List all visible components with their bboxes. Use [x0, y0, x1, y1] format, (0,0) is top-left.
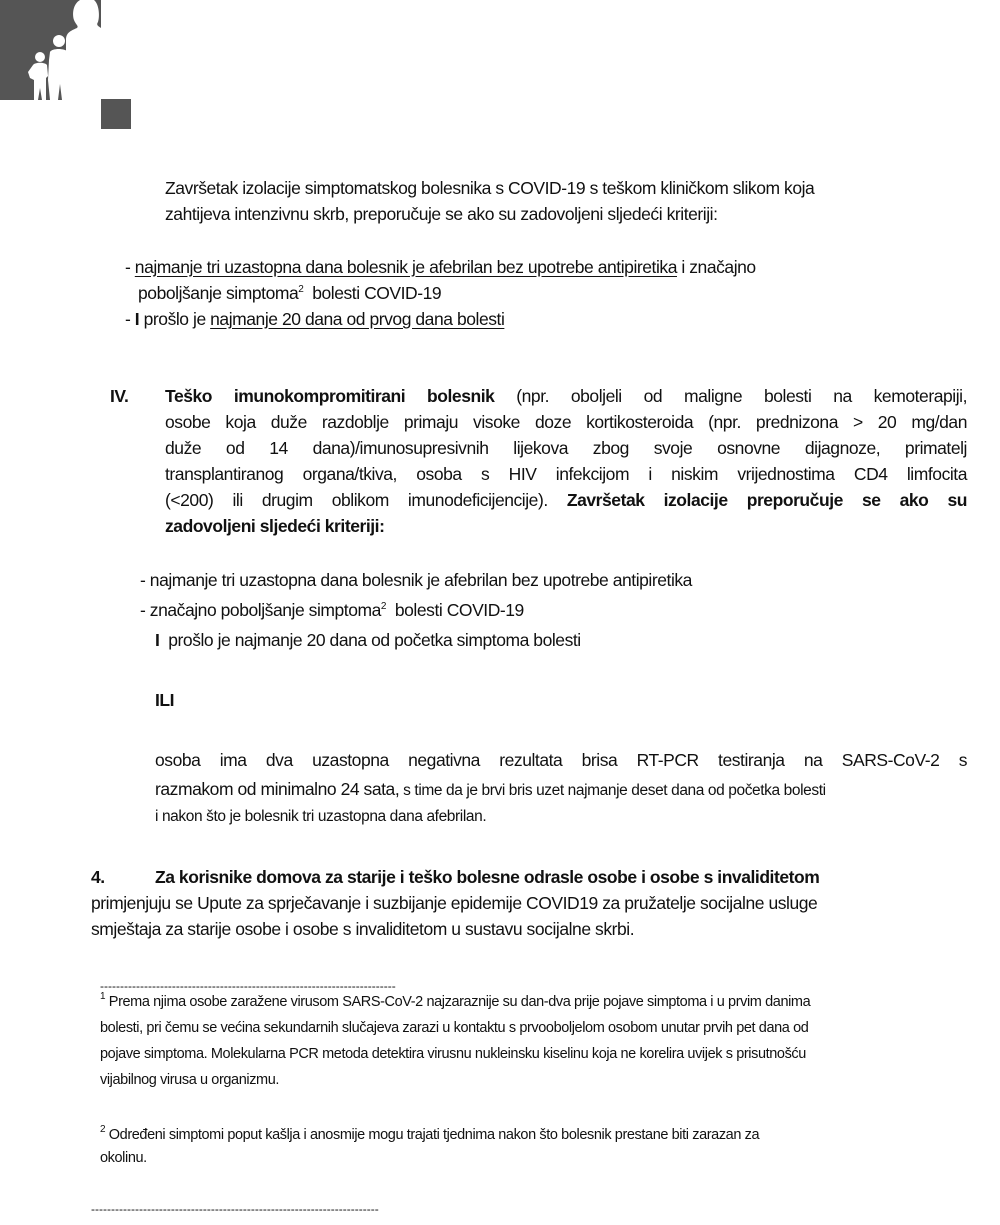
footnote-1-marker: 1 [100, 991, 106, 1002]
section-iv-numeral: IV. [110, 386, 129, 406]
alt-criterion-line-1: osoba ima dva uzastopna negativna rezultata brisa RT-PCR testiranja na SARS-CoV-2 s [155, 750, 967, 770]
iv-criterion-2: - značajno poboljšanje simptoma$^2$ bolesti COVID-19 [140, 600, 524, 620]
section-4-number: 4. [91, 867, 105, 887]
iv-criterion-3: I prošlo je najmanje 20 dana od početka simptoma bolesti [155, 630, 581, 650]
criterion-1-continued: poboljšanje simptoma$^2$ bolesti COVID-19 [138, 283, 442, 303]
section-iv-line-3: duže od 14 dana)/imunosupresivnih lijekova zbog svoje osnovne dijagnoze, primatelj [165, 438, 967, 458]
intro-line-2: zahtijeva intenzivnu skrb, preporučuje se ako su zadovoljeni sljedeći kriteriji: [165, 204, 718, 224]
footnote-2: $^2$ Određeni simptomi poput kašlja i anosmije mogu trajati tjednima nakon što bolesnik prestane biti zarazan za okolinu. [100, 1124, 760, 1166]
alt-criterion-line-3: i nakon što je bolesnik tri uzastopna dana afebrilan. [155, 808, 487, 825]
section-iv-line-5: (<200) ili drugim oblikom imunodeficijencije). Završetak izolacije preporučuje se ako su [165, 490, 968, 510]
section-4-title: Za korisnike domova za starije i teško bolesne odrasle osobe i osobe s invaliditetom [155, 867, 820, 887]
section-iv-line-1: Teško imunokompromitirani bolesnik (npr. oboljeli od maligne bolesti na kemoterapiji, [165, 386, 967, 406]
footnote-1: $^1$ Prema njima osobe zaražene virusom SARS-CoV-2 najzaraznije su dan-dva prije pojave simptoma i u prvim danima bolesti, pri čemu se većina sekundarnih slučajeva zarazi u kontaktu s prvooboljelom osobom unutar prvih pet dana od pojave simptoma. Molekularna PCR metoda detektira virusnu nukleinsku kiselinu koja ne korelira uvijek s prisutnošću vijabilnog virusa u organizmu. [100, 991, 811, 1088]
alt-criterion-line-2: razmakom od minimalno 24 sata, s time da je brvi bris uzet najmanje deset dana od početka bolesti [155, 779, 826, 799]
criterion-1: - najmanje tri uzastopna dana bolesnik je afebrilan bez upotrebe antipiretika i značajno [125, 257, 756, 277]
family-silhouette-logo-icon [0, 0, 101, 100]
logo-square-decoration [101, 99, 131, 129]
section-4-line-3: smještaja za starije osobe i osobe s invaliditetom u sustavu socijalne skrbi. [91, 919, 635, 939]
bottom-separator: ------------------------------------------------------------------------ [91, 1203, 379, 1215]
criterion-2: - I prošlo je najmanje 20 dana od prvog dana bolesti [125, 309, 505, 329]
section-iv-line-4: transplantiranog organa/tkiva, osoba s HIV infekcijom i niskim vrijednostima CD4 limfocita [165, 464, 967, 484]
footnote-ref-2[interactable]: 2 [380, 601, 387, 612]
section-iv-line-6: zadovoljeni sljedeći kriteriji: [165, 516, 385, 536]
iv-criterion-1: - najmanje tri uzastopna dana bolesnik je afebrilan bez upotrebe antipiretika [140, 570, 692, 590]
section-4-line-2: primjenjuju se Upute za sprječavanje i suzbijanje epidemije COVID19 za pružatelje socijalne usluge [91, 893, 818, 913]
footnote-ref-2[interactable]: 2 [298, 284, 304, 295]
footnote-2-marker: 2 [100, 1124, 106, 1135]
footnote-separator: -------------------------------------------------------------------------- [100, 980, 396, 992]
section-iv-line-2: osobe koja duže razdoblje primaju visoke doze kortikosteroida (npr. prednizona > 20 mg/dan [165, 412, 967, 432]
intro-line-1: Završetak izolacije simptomatskog bolesnika s COVID-19 s teškom kliničkom slikom koja [165, 178, 815, 198]
or-keyword: ILI [155, 690, 175, 710]
